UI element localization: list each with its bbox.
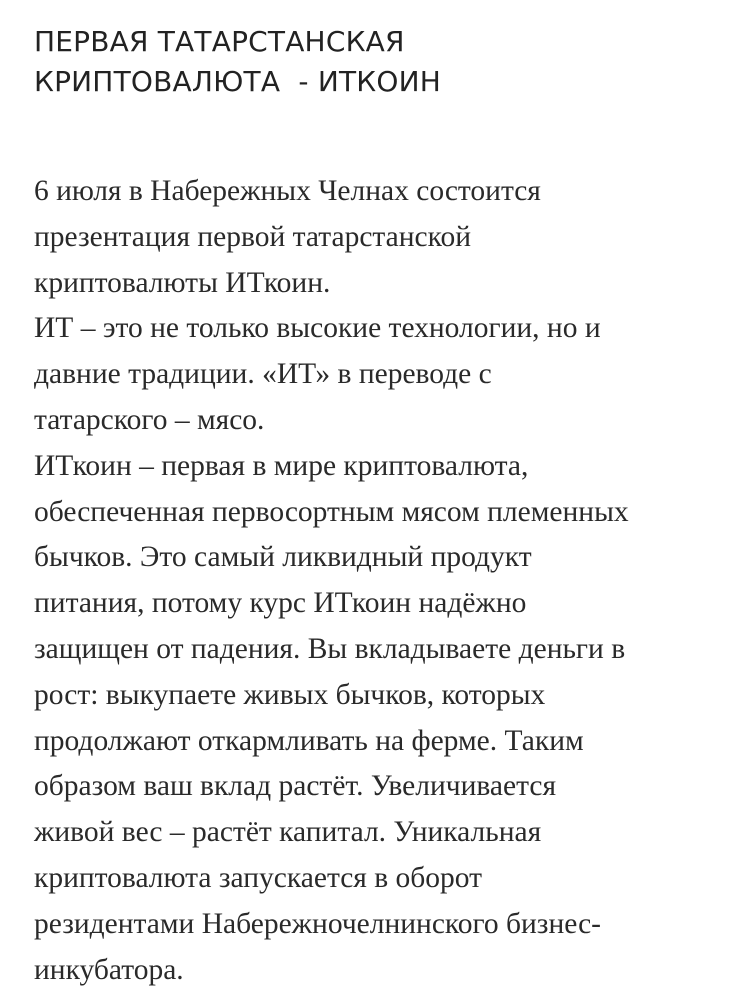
body-line: резидентами Набережночелнинского бизнес- (34, 907, 601, 940)
body-line: продолжают откармливать на ферме. Таким (34, 724, 584, 757)
body-line: презентация первой татарстанской (34, 220, 472, 253)
body-line: живой вес – растёт капитал. Уникальная (34, 816, 542, 849)
body-line: инкубатора. (34, 953, 184, 986)
body-line: образом ваш вклад растёт. Увеличивается (34, 770, 557, 803)
body-line: бычков. Это самый ликвидный продукт (34, 541, 532, 574)
body-line: ИТ – это не только высокие технологии, но и (34, 312, 601, 345)
body-line: криптовалюты ИТкоин. (34, 266, 331, 299)
body-line: 6 июля в Набережных Челнах состоится (34, 175, 541, 207)
body-line: татарского – мясо. (34, 403, 265, 436)
body-line: рост: выкупаете живых бычков, которых (34, 678, 546, 711)
body-line: давние традиции. «ИТ» в переводе с (34, 358, 492, 391)
title-line: ПЕРВАЯ ТАТАРСТАНСКАЯ (34, 25, 405, 58)
body-line: обеспеченная первосортным мясом племенных (34, 495, 629, 528)
title-line: КРИПТОВАЛЮТА - ИТКОИН (34, 65, 441, 98)
body-line: криптовалюта запускается в оборот (34, 861, 483, 894)
body-line: защищен от падения. Вы вкладываете деньги в (34, 632, 626, 665)
body-line: питания, потому курс ИТкоин надёжно (34, 587, 527, 620)
article (34, 22, 724, 993)
article-body (34, 169, 724, 993)
body-line: ИТкоин – первая в мире криптовалюта, (34, 449, 529, 482)
article-title (34, 22, 724, 102)
